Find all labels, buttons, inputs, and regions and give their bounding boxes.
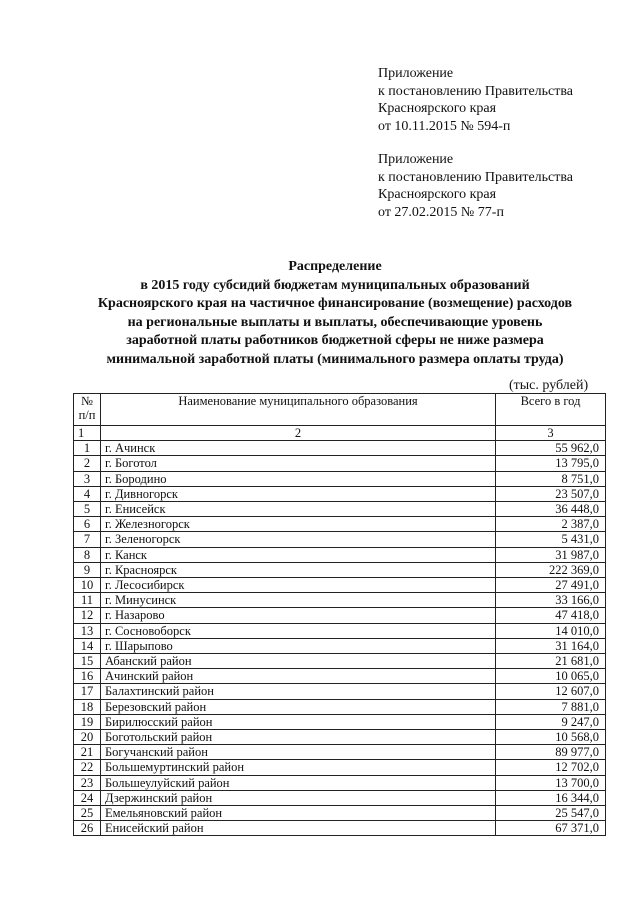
table-row: [74, 745, 606, 760]
row-total: 16 344,0: [496, 790, 606, 805]
row-total: 12 607,0: [496, 684, 606, 699]
table-row: [74, 638, 606, 653]
appendix-block-1: [378, 65, 573, 135]
row-number: 24: [74, 790, 101, 805]
appendix-1-line: Приложение: [378, 66, 454, 81]
row-number: 21: [74, 745, 101, 760]
row-total: 13 795,0: [496, 456, 606, 471]
table-row: [74, 562, 606, 577]
row-number: 5: [74, 502, 101, 517]
header-total: Всего в год: [496, 394, 606, 426]
row-total: 31 987,0: [496, 547, 606, 562]
row-number: 26: [74, 821, 101, 836]
appendix-2-line: Приложение: [378, 152, 454, 167]
table-row: [74, 578, 606, 593]
row-total: 23 507,0: [496, 486, 606, 501]
row-name: Дзержинский район: [101, 790, 496, 805]
table-row: [74, 699, 606, 714]
row-total: 47 418,0: [496, 608, 606, 623]
table-index-row: [74, 426, 606, 441]
row-number: 4: [74, 486, 101, 501]
row-number: 2: [74, 456, 101, 471]
table-row: [74, 532, 606, 547]
row-number: 1: [74, 441, 101, 456]
header-name: Наименование муниципального образования: [101, 394, 496, 426]
table-row: [74, 456, 606, 471]
table-row: [74, 517, 606, 532]
row-name: г. Ачинск: [101, 441, 496, 456]
row-name: г. Шарыпово: [101, 638, 496, 653]
row-name: Богучанский район: [101, 745, 496, 760]
row-number: 7: [74, 532, 101, 547]
index-cell: 1: [74, 426, 101, 441]
row-total: 10 065,0: [496, 669, 606, 684]
row-number: 3: [74, 471, 101, 486]
row-name: г. Енисейск: [101, 502, 496, 517]
header-number-line1: №: [81, 394, 93, 408]
table-row: [74, 547, 606, 562]
row-total: 8 751,0: [496, 471, 606, 486]
row-total: 21 681,0: [496, 654, 606, 669]
row-name: г. Дивногорск: [101, 486, 496, 501]
row-name: Енисейский район: [101, 821, 496, 836]
row-number: 22: [74, 760, 101, 775]
row-total: 25 547,0: [496, 806, 606, 821]
appendix-block-2: [378, 151, 573, 221]
table-body: [74, 441, 606, 836]
row-total: 36 448,0: [496, 502, 606, 517]
row-number: 15: [74, 654, 101, 669]
table-row: [74, 760, 606, 775]
header-number: [74, 394, 101, 426]
row-total: 67 371,0: [496, 821, 606, 836]
units-label: (тыс. рублей): [509, 378, 589, 393]
row-name: г. Зеленогорск: [101, 532, 496, 547]
row-number: 19: [74, 714, 101, 729]
row-name: г. Назарово: [101, 608, 496, 623]
row-name: г. Красноярск: [101, 562, 496, 577]
row-total: 12 702,0: [496, 760, 606, 775]
row-number: 17: [74, 684, 101, 699]
index-cell: 3: [496, 426, 606, 441]
row-name: г. Канск: [101, 547, 496, 562]
row-number: 9: [74, 562, 101, 577]
appendix-2-date: от 27.02.2015 № 77-п: [378, 204, 504, 220]
row-name: г. Минусинск: [101, 593, 496, 608]
table-row: [74, 806, 606, 821]
row-name: Бирилюсский район: [101, 714, 496, 729]
row-number: 16: [74, 669, 101, 684]
row-total: 7 881,0: [496, 699, 606, 714]
row-name: г. Лесосибирск: [101, 578, 496, 593]
appendix-1-date: от 10.11.2015 № 594-п: [378, 118, 511, 134]
row-total: 2 387,0: [496, 517, 606, 532]
row-name: г. Боготол: [101, 456, 496, 471]
title-line: минимальной заработной платы (минимального размера оплаты труда): [106, 351, 564, 367]
row-total: 89 977,0: [496, 745, 606, 760]
row-number: 10: [74, 578, 101, 593]
row-number: 8: [74, 547, 101, 562]
table-row: [74, 669, 606, 684]
table-header-row: [74, 394, 606, 426]
row-name: Балахтинский район: [101, 684, 496, 699]
table-row: [74, 790, 606, 805]
document-title: [70, 258, 600, 369]
row-name: Березовский район: [101, 699, 496, 714]
title-line: Распределение: [288, 259, 382, 274]
row-total: 9 247,0: [496, 714, 606, 729]
row-name: Емельяновский район: [101, 806, 496, 821]
table-row: [74, 486, 606, 501]
row-total: 31 164,0: [496, 638, 606, 653]
index-cell: 2: [101, 426, 496, 441]
row-total: 55 962,0: [496, 441, 606, 456]
header-number-line2: п/п: [78, 408, 96, 422]
row-number: 13: [74, 623, 101, 638]
row-name: Большеулуйский район: [101, 775, 496, 790]
title-line: Красноярского края на частичное финансирование (возмещение) расходов: [97, 296, 573, 311]
table-row: [74, 775, 606, 790]
row-total: 222 369,0: [496, 562, 606, 577]
row-name: г. Бородино: [101, 471, 496, 486]
subsidy-table: [73, 393, 606, 836]
appendix-2-line: Красноярского края: [378, 187, 497, 202]
row-number: 12: [74, 608, 101, 623]
row-number: 11: [74, 593, 101, 608]
table-row: [74, 502, 606, 517]
row-name: Абанский район: [101, 654, 496, 669]
row-name: Большемуртинский район: [101, 760, 496, 775]
row-name: г. Железногорск: [101, 517, 496, 532]
table-row: [74, 684, 606, 699]
title-line: заработной платы работников бюджетной сферы не ниже размера: [126, 333, 544, 348]
table-row: [74, 714, 606, 729]
row-number: 23: [74, 775, 101, 790]
row-total: 14 010,0: [496, 623, 606, 638]
appendix-2-line: к постановлению Правительства: [378, 169, 574, 185]
row-number: 6: [74, 517, 101, 532]
row-number: 25: [74, 806, 101, 821]
row-total: 10 568,0: [496, 730, 606, 745]
appendix-1-line: к постановлению Правительства: [378, 83, 574, 99]
row-number: 14: [74, 638, 101, 653]
row-number: 20: [74, 730, 101, 745]
row-number: 18: [74, 699, 101, 714]
table-row: [74, 730, 606, 745]
row-total: 5 431,0: [496, 532, 606, 547]
title-line: в 2015 году субсидий бюджетам муниципальных образований: [140, 277, 530, 293]
row-name: г. Сосновоборск: [101, 623, 496, 638]
row-total: 33 166,0: [496, 593, 606, 608]
table-row: [74, 623, 606, 638]
title-line: на региональные выплаты и выплаты, обеспечивающие уровень: [127, 314, 543, 330]
table-row: [74, 821, 606, 836]
table-row: [74, 471, 606, 486]
table-row: [74, 593, 606, 608]
row-total: 27 491,0: [496, 578, 606, 593]
row-name: Боготольский район: [101, 730, 496, 745]
appendix-1-line: Красноярского края: [378, 101, 497, 116]
table-row: [74, 608, 606, 623]
table-row: [74, 654, 606, 669]
table-row: [74, 441, 606, 456]
row-name: Ачинский район: [101, 669, 496, 684]
row-total: 13 700,0: [496, 775, 606, 790]
